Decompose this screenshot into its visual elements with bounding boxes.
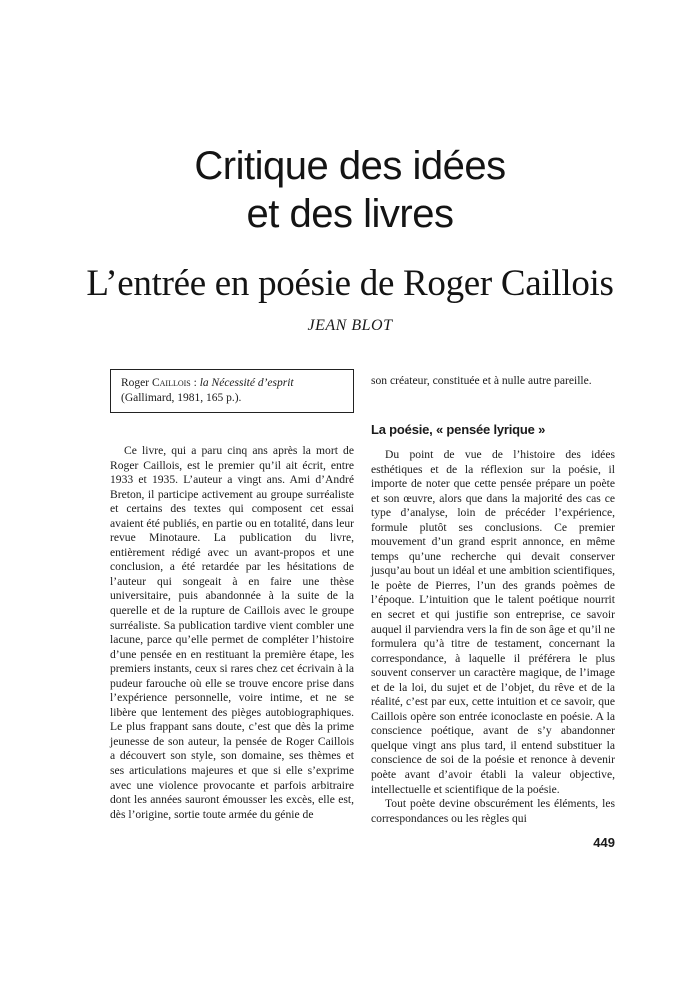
continuation-text: son créateur, constituée et à nulle autre pareille. [371,374,592,387]
section-title [0,142,700,238]
section-title-line1: Critique des idées [194,144,506,188]
reference-separator: : [190,377,200,389]
right-column-body [371,448,615,826]
left-column [110,444,354,822]
left-paragraph: Ce livre, qui a paru cinq ans après la mort de Roger Caillois, est le premier qu’il ait écrit, entre 1933 et 1935. L’auteur a vingt ans. Ami d’André Breton, il participe activement au groupe surréaliste et certains des textes qui composent cet essai avaient été publiés, en partie ou en totalité, dans leur revue Minotaure. La publication du livre, entièrement rédigé avec un avant-propos et une conclusion, a été retardée par les hésitations de l’auteur qui songeait à en faire une thèse universitaire, puis abandonnée à la suite de la querelle et de la rupture de Caillois avec le groupe surréaliste. Sa publication tardive vient combler une lacune, parce qu’elle permet de compléter l’histoire d’une pensée en en restituant la première étape, les premiers instants, ceux si rares chez cet écrivain à la pudeur farouche où elle se trouve encore prise dans l’expérience personnelle, voire intime, et ne se libère que lentement des pièges autobiographiques. Le plus frappant sans doute, c’est que dès la prime jeunesse de son auteur, la pensée de Roger Caillois a découvert son style, son domaine, ses thèmes et ses articulations majeures et que si elle s’exprime avec une violence provocante et parfois arbitraire dont les années sauront émousser les excès, elle est, dès l’origine, sortie toute armée du génie de [110,444,354,821]
right-column-continuation [371,374,615,389]
reference-author-last: Caillois [151,377,191,389]
reference-publication: (Gallimard, 1981, 165 p.). [121,392,242,404]
author-name: JEAN BLOT [307,317,393,334]
subheading: La poésie, « pensée lyrique » [371,422,546,437]
right-paragraph-1: Du point de vue de l’histoire des idées esthétiques et de la réflexion sur la poésie, il importe de noter que cette pensée prépare un poète et son œuvre, alors que dans la majorité des cas ce type d’analyse, loin de précéder l’expérience, formule plutôt ses conclusions. Ce premier mouvement d’un grand esprit annonce, en même temps qu’une recherche qui devait conserver jusqu’au bout un idéal et une ambition scientifiques, le poète de Pierres, l’un des grands poèmes de l’époque. L’intuition que le talent poétique nourrit en secret et qui justifie son entreprise, ce savoir auquel il parviendra vers la fin de son âge et qu’il ne formulera qu’à titre de testament, concernant la correspondance, à laquelle il préférera le plus souvent conserver un caractère magique, de l’image et de la loi, du sujet et de l’objet, du rêve et de la réalité, c’est par eux, cette intuition et ce savoir, que Caillois opère son entrée iconoclaste en poésie. A la conscience poétique, avant de s’y abandonner quelque vingt ans plus tard, il entend substituer la conscience de soi de la poésie et renonce à devenir poète avant d’avoir établi la valeur objective, intellectuelle et scientifique de la poésie. [371,448,615,796]
section-title-line2: et des livres [246,192,454,236]
page-number: 449 [593,835,615,850]
book-reference-box [110,369,354,413]
reference-author-first: Roger [121,377,150,389]
reference-book-title: la Nécessité d’esprit [199,377,294,389]
right-paragraph-2: Tout poète devine obscurément les éléments, les correspondances ou les règles qui [371,797,615,825]
article-title: L’entrée en poésie de Roger Caillois [86,263,614,304]
